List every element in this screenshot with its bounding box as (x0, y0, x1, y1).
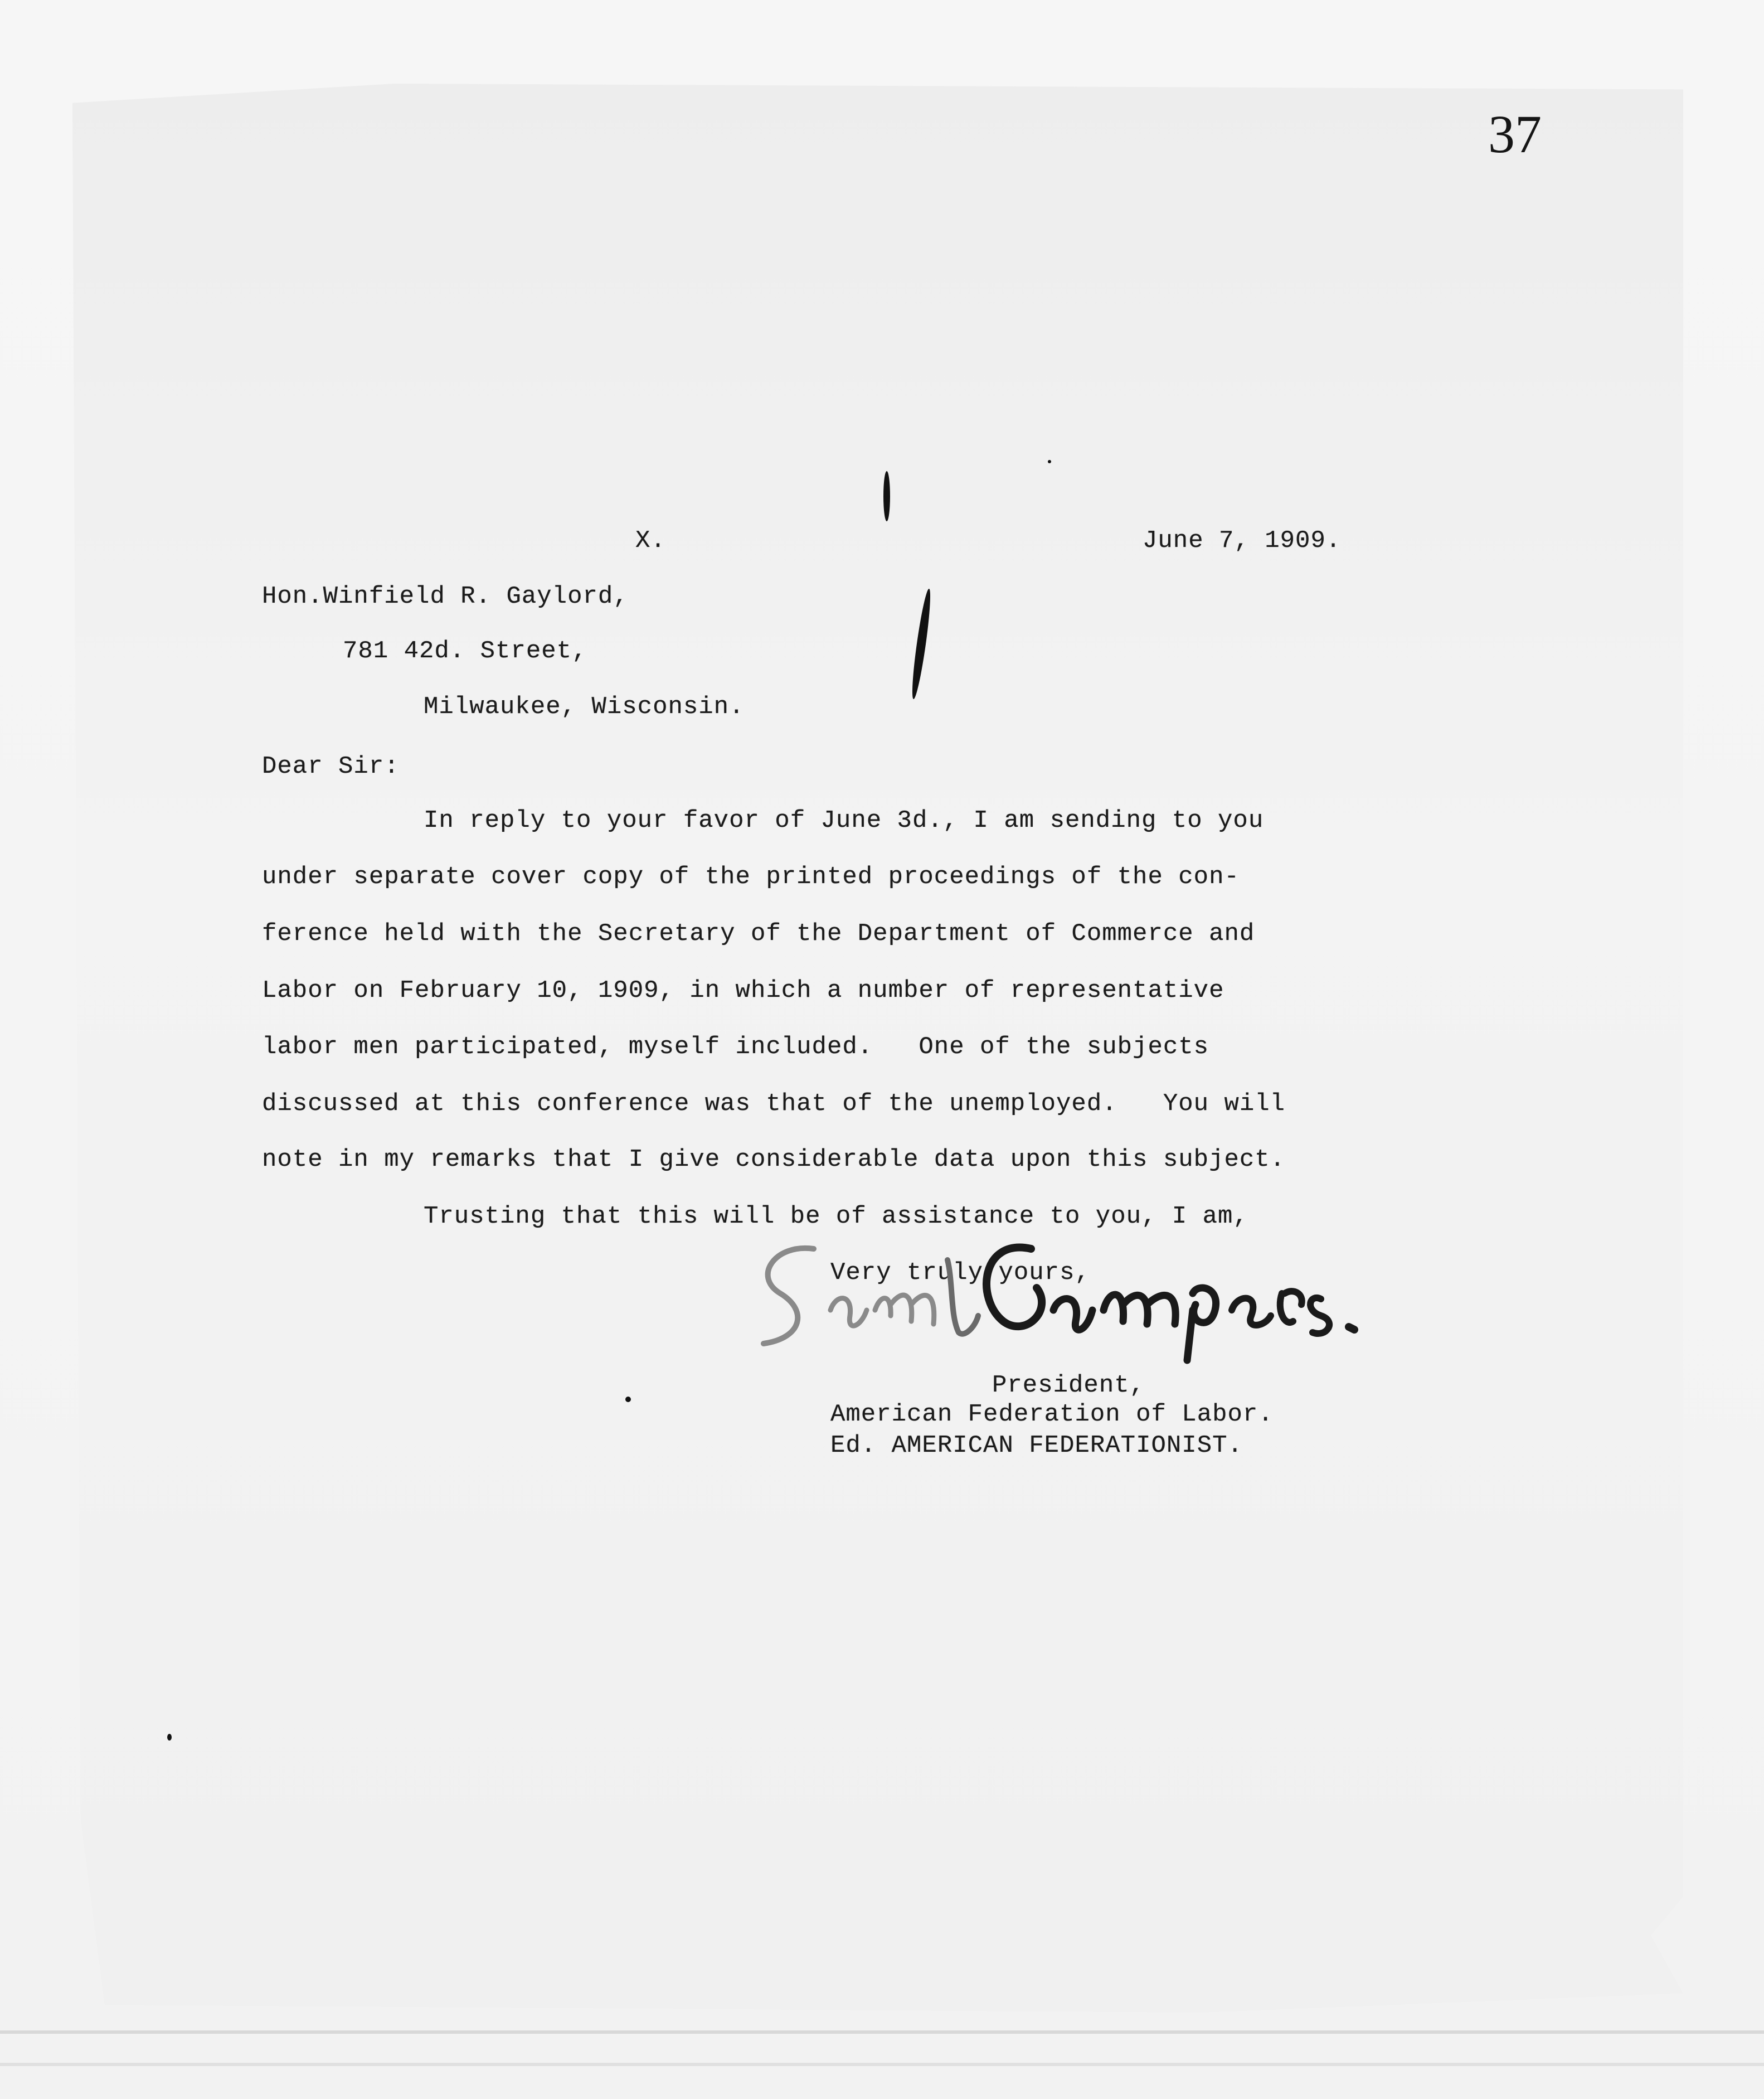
body-line: Labor on February 10, 1909, in which a number of representative (262, 977, 1224, 1005)
file-marker: X. (635, 527, 666, 555)
body-line: note in my remarks that I give considerable data upon this subject. (262, 1146, 1286, 1174)
letter-date: June 7, 1909. (1143, 527, 1342, 555)
handwritten-signature (741, 1227, 1371, 1371)
salutation: Dear Sir: (262, 753, 400, 781)
mat-edge-line (0, 2030, 1764, 2034)
ink-speck (1048, 460, 1051, 463)
closing-line: Trusting that this will be of assistance to you, I am, (424, 1203, 1248, 1230)
body-line: In reply to your favor of June 3d., I am sending to you (424, 807, 1264, 835)
ink-mark (883, 471, 890, 521)
ink-speck (167, 1734, 172, 1741)
body-line: labor men participated, myself included. One of the subjects (262, 1033, 1209, 1061)
recipient-name: Hon.Winfield R. Gaylord, (262, 583, 629, 610)
signatory-title: President, (992, 1371, 1145, 1399)
signatory-editor-line: Ed. AMERICAN FEDERATIONIST. (830, 1432, 1243, 1460)
signatory-organization: American Federation of Labor. (830, 1400, 1274, 1428)
recipient-city: Milwaukee, Wisconsin. (424, 693, 745, 721)
body-line: discussed at this conference was that of the unemployed. You will (262, 1090, 1286, 1118)
complimentary-close: Very truly yours, (830, 1259, 1090, 1287)
body-line: ference held with the Secretary of the Department of Commerce and (262, 920, 1255, 948)
page-number: 37 (1488, 104, 1542, 164)
mat-edge-line (0, 2063, 1764, 2066)
ink-speck (625, 1397, 631, 1402)
body-line: under separate cover copy of the printed proceedings of the con- (262, 863, 1240, 891)
recipient-street: 781 42d. Street, (343, 637, 587, 665)
